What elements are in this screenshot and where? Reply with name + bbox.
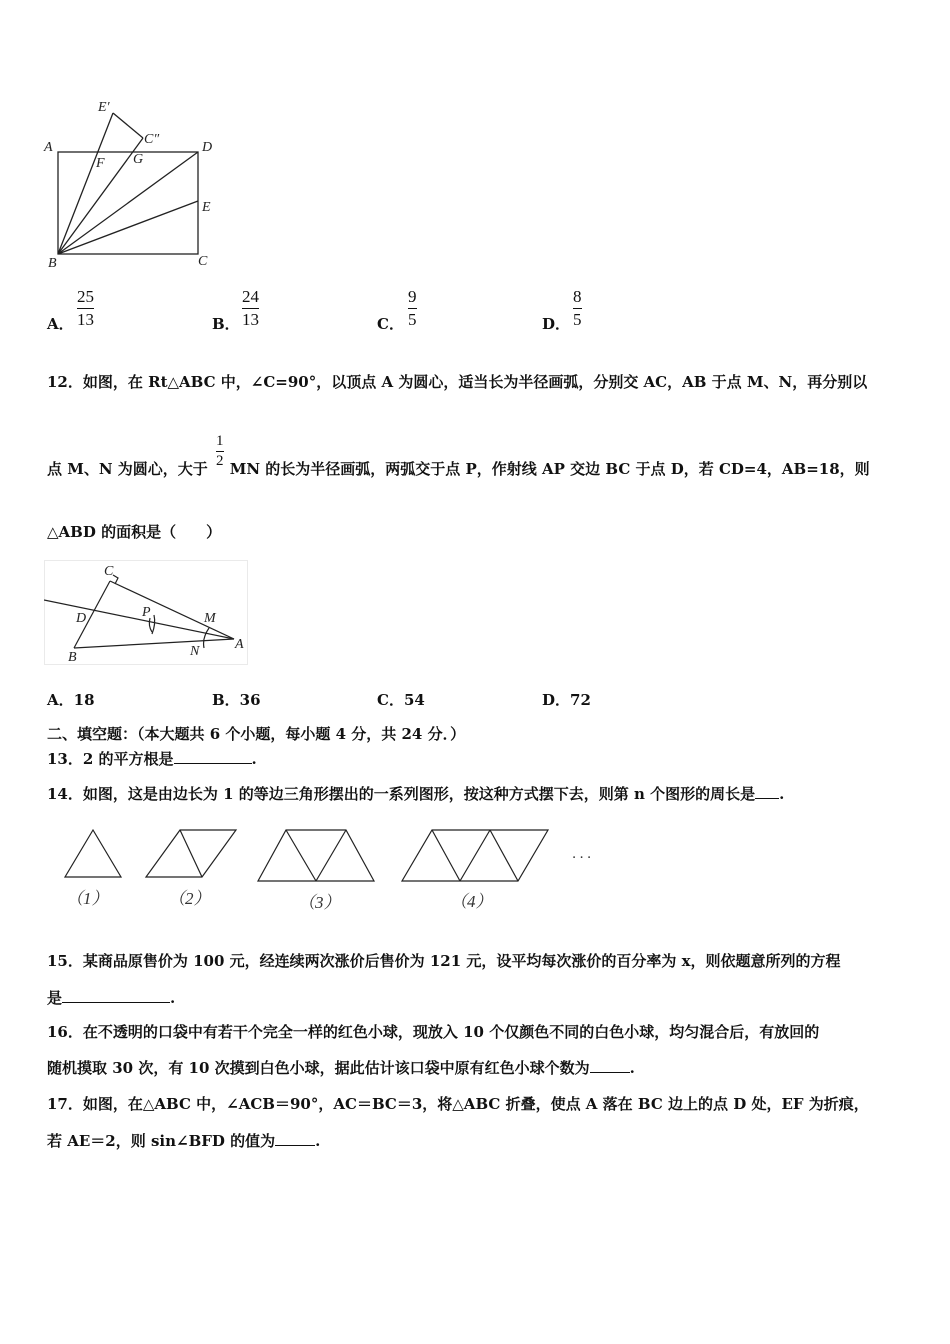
caption-3: （3） (298, 893, 341, 912)
label-a: A (235, 637, 244, 652)
q12-half-fraction: 1 2 (216, 433, 224, 469)
q12-option-a[interactable]: A．18 (47, 691, 95, 709)
trapezoid-figure-3 (258, 830, 374, 881)
q12-option-b[interactable]: B．36 (212, 691, 261, 709)
q11-option-c[interactable]: C． (377, 315, 404, 333)
label-c: C (198, 254, 208, 269)
q15-line1: 15．某商品原售价为 100 元，经连续两次涨价后售价为 121 元，设平均每次涨价的百分率为 x，则依题意所列的方程 (47, 952, 841, 970)
caption-4: （4） (450, 892, 493, 911)
section2-heading: 二、填空题：（本大题共 6 个小题，每小题 4 分，共 24 分．） (47, 725, 466, 743)
q15-line2: 是 . (47, 989, 176, 1007)
q12-figure (44, 560, 249, 666)
q12-line3: △ABD 的面积是（ ） (47, 523, 222, 541)
label-b: B (48, 256, 57, 271)
label-b: B (68, 650, 77, 665)
q16-line1: 16．在不透明的口袋中有若干个完全一样的红色小球，现放入 10 个仅颜色不同的白色小球，均匀混合后，有放回的 (47, 1023, 820, 1041)
q11-option-b[interactable]: B． (212, 315, 240, 333)
q12-line2 (47, 458, 870, 479)
q14-figure (58, 825, 618, 915)
segment-ca (110, 581, 234, 639)
q12-line2-post: MN 的长为半径画弧，两弧交于点 P，作射线 AP 交边 BC 于点 D，若 CD=4，AB=18，则 (229, 460, 870, 478)
q12-option-c[interactable]: C．54 (377, 691, 425, 709)
q12-option-d[interactable]: D．72 (542, 691, 591, 709)
q13-answer-blank[interactable] (174, 749, 252, 764)
segment-be-prime (58, 113, 113, 254)
q14-answer-blank[interactable] (755, 784, 779, 799)
caption-1: （1） (66, 889, 109, 908)
label-f: F (96, 156, 105, 171)
q17-line1: 17．如图，在△ABC 中，∠ACB＝90°，AC＝BC＝3，将△ABC 折叠，使点 A 落在 BC 边上的点 D 处，EF 为折痕， (47, 1095, 869, 1113)
q17-line2: 若 AE＝2，则 sin∠BFD 的值为 . (47, 1132, 321, 1150)
triangle-figure-1 (65, 830, 121, 877)
q11-figure (40, 95, 225, 275)
q12-line1: 12．如图，在 Rt△ABC 中，∠C=90°，以顶点 A 为圆心，适当长为半径画弧，分别交 AC，AB 于点 M、N，再分别以 (47, 373, 868, 391)
q16-answer-blank[interactable] (590, 1058, 630, 1073)
q13: 13．2 的平方根是 . (47, 750, 257, 768)
label-n: N (190, 644, 200, 659)
segment-e-prime-c-prime (113, 113, 143, 138)
label-e-prime: E′ (98, 100, 110, 115)
q12-line2-pre: 点 M、N 为圆心，大于 (47, 460, 208, 478)
segment-be (58, 201, 198, 254)
label-p: P (142, 605, 151, 620)
q11-option-b-fraction: 24 13 (242, 287, 259, 329)
q11-option-a-fraction: 25 13 (77, 287, 94, 329)
label-c: C (104, 564, 114, 579)
label-e: E (202, 200, 211, 215)
q17-answer-blank[interactable] (275, 1131, 315, 1146)
q16-line2: 随机摸取 30 次，有 10 次摸到白色小球，据此估计该口袋中原有红色小球个数为 . (47, 1059, 635, 1077)
label-d: D (76, 611, 87, 626)
label-d: D (202, 140, 213, 155)
arc-p-1 (149, 618, 152, 632)
caption-2: （2） (168, 889, 211, 908)
ellipsis: · · · (572, 850, 591, 866)
q14: 14．如图，这是由边长为 1 的等边三角形摆出的一系列图形，按这种方式摆下去，则第 n 个图形的周长是 . (47, 785, 785, 803)
q15-answer-blank[interactable] (62, 988, 170, 1003)
label-a: A (44, 140, 53, 155)
segment-ba (74, 639, 234, 648)
label-c-prime: C″ (144, 132, 160, 147)
segment-bd (58, 152, 198, 254)
label-m: M (204, 611, 216, 626)
q11-option-c-fraction: 9 5 (408, 287, 417, 329)
q11-option-a[interactable]: A． (47, 315, 74, 333)
q11-option-d[interactable]: D． (542, 315, 571, 333)
arc-mn (204, 628, 209, 648)
q11-option-d-fraction: 8 5 (573, 287, 582, 329)
arc-p-2 (152, 615, 155, 634)
label-g: G (133, 152, 144, 167)
